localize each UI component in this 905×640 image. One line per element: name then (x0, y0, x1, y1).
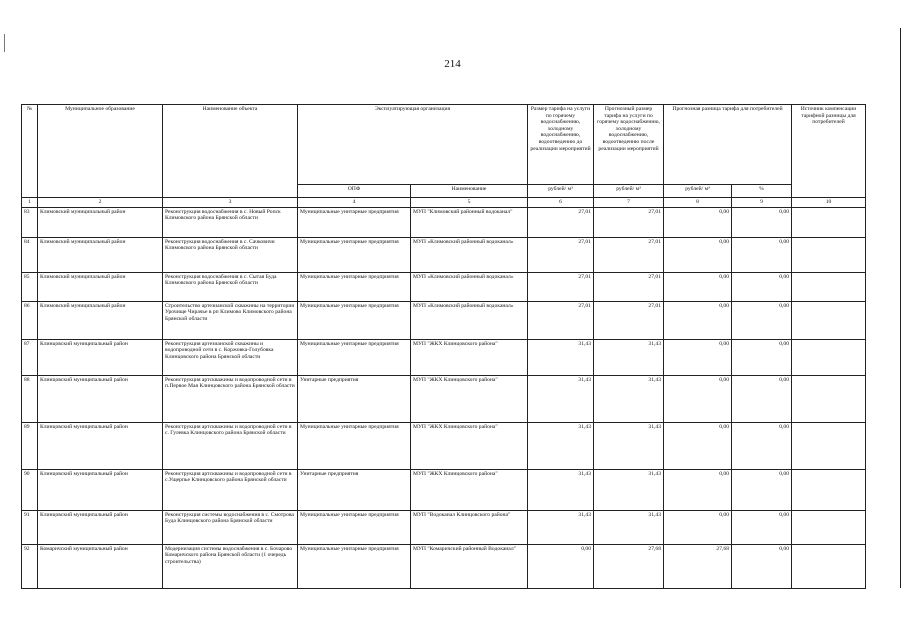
object-cell: Модернизация системы водоснабжения в с. Бочарово Комаричского района Брянской области (1 очередь строительства) (163, 544, 298, 588)
organization-cell: МУП "Комаричский районный Водоканал" (411, 544, 528, 588)
organization-cell: МУП "Климовский районный водоканал" (411, 207, 528, 237)
source-cell (792, 237, 866, 272)
organization-cell: МУП «Климовский районный водоканал» (411, 237, 528, 272)
table-row (22, 207, 866, 237)
row-number: 88 (22, 375, 38, 422)
organization-cell: МУП "Водоканал Клинцовского района" (411, 510, 528, 544)
header-object: Наименование объекта (163, 105, 298, 198)
tariff-before-cell: 0,00 (528, 544, 594, 588)
tariff-table (21, 104, 866, 589)
opf-cell: Муниципальные унитарные предприятия (298, 544, 411, 588)
column-number: 3 (163, 198, 298, 208)
header-operator: Эксплуатирующая организация (298, 105, 528, 185)
page-border-line (900, 28, 901, 588)
tariff-percent-cell: 0,00 (732, 301, 792, 339)
tariff-percent-cell: 0,00 (732, 544, 792, 588)
tariff-diff-cell: 27,68 (664, 544, 732, 588)
municipality-cell: Климовский муниципальный район (38, 272, 163, 301)
tariff-after-cell: 27,01 (594, 272, 664, 301)
municipality-cell: Клинцовский муниципальный район (38, 375, 163, 422)
row-number: 83 (22, 207, 38, 237)
tariff-percent-cell: 0,00 (732, 207, 792, 237)
header-tariff-before: Размер тарифа на услуги по горячему водоснабжению, холодному водоснабжению, водоотведению до реализации мероприятий (528, 105, 594, 185)
table-row (22, 339, 866, 375)
source-cell (792, 510, 866, 544)
column-number-row (22, 198, 866, 208)
municipality-cell: Комаричский муниципальный район (38, 544, 163, 588)
object-cell: Реконструкция артезианской скважины и водопроводной сети в с. Коржовка-Голубовка Клинцовского района Брянской области (163, 339, 298, 375)
tariff-percent-cell: 0,00 (732, 510, 792, 544)
column-number: 6 (528, 198, 594, 208)
tariff-after-cell: 31,43 (594, 510, 664, 544)
page-number: 214 (444, 58, 461, 70)
organization-cell: МУП «Климовский районный водоканал» (411, 272, 528, 301)
table-row (22, 422, 866, 469)
column-number: 2 (38, 198, 163, 208)
opf-cell: Унитарные предприятия (298, 375, 411, 422)
object-cell: Реконструкция водоснабжения в с. Новый Ропск Климовского района Брянской области (163, 207, 298, 237)
source-cell (792, 422, 866, 469)
organization-cell: МУП "ЖКХ Клинцовского района" (411, 339, 528, 375)
unit-after: рублей/ м³ (594, 185, 664, 198)
table-row (22, 375, 866, 422)
tariff-after-cell: 27,01 (594, 207, 664, 237)
opf-cell: Муниципальные унитарные предприятия (298, 510, 411, 544)
tariff-diff-cell: 0,00 (664, 469, 732, 510)
tariff-after-cell: 27,68 (594, 544, 664, 588)
row-number: 92 (22, 544, 38, 588)
opf-cell: Унитарные предприятия (298, 469, 411, 510)
tariff-after-cell: 31,43 (594, 375, 664, 422)
municipality-cell: Климовский муниципальный район (38, 207, 163, 237)
object-cell: Реконструкция артскважины и водопроводной сети в с.Ущерпье Клинцовского района Брянской области (163, 469, 298, 510)
tariff-diff-cell: 0,00 (664, 301, 732, 339)
tariff-after-cell: 31,43 (594, 469, 664, 510)
source-cell (792, 301, 866, 339)
row-number: 84 (22, 237, 38, 272)
column-number: 9 (732, 198, 792, 208)
table-row (22, 510, 866, 544)
tariff-before-cell: 31,43 (528, 510, 594, 544)
object-cell: Реконструкция водоснабжения в с. Сытая Буда Климовского района Брянской области (163, 272, 298, 301)
source-cell (792, 375, 866, 422)
column-number: 10 (792, 198, 866, 208)
object-cell: Реконструкция артскважины и водопроводной сети в с. Гулевка Клинцовского района Брянской области (163, 422, 298, 469)
tariff-percent-cell: 0,00 (732, 272, 792, 301)
table-row (22, 272, 866, 301)
tariff-percent-cell: 0,00 (732, 422, 792, 469)
column-number: 4 (298, 198, 411, 208)
row-number: 85 (22, 272, 38, 301)
source-cell (792, 544, 866, 588)
tariff-diff-cell: 0,00 (664, 272, 732, 301)
municipality-cell: Клинцовский муниципальный район (38, 469, 163, 510)
organization-cell: МУП "ЖКХ Клинцовского района" (411, 375, 528, 422)
column-number: 1 (22, 198, 38, 208)
tariff-before-cell: 31,43 (528, 375, 594, 422)
municipality-cell: Клинцовский муниципальный район (38, 510, 163, 544)
column-number: 8 (664, 198, 732, 208)
tariff-before-cell: 31,43 (528, 339, 594, 375)
header-municipality: Муниципальное образование (38, 105, 163, 198)
tariff-percent-cell: 0,00 (732, 237, 792, 272)
tariff-after-cell: 31,43 (594, 422, 664, 469)
row-number: 91 (22, 510, 38, 544)
organization-cell: МУП "ЖКХ Клинцовского района" (411, 469, 528, 510)
tariff-diff-cell: 0,00 (664, 207, 732, 237)
tariff-percent-cell: 0,00 (732, 375, 792, 422)
scan-edge-mark (4, 34, 5, 52)
tariff-percent-cell: 0,00 (732, 469, 792, 510)
organization-cell: МУП "ЖКХ Клинцовского района" (411, 422, 528, 469)
opf-cell: Муниципальные унитарные предприятия (298, 301, 411, 339)
tariff-after-cell: 27,01 (594, 237, 664, 272)
row-number: 90 (22, 469, 38, 510)
tariff-before-cell: 27,01 (528, 207, 594, 237)
opf-cell: Муниципальные унитарные предприятия (298, 272, 411, 301)
source-cell (792, 207, 866, 237)
organization-cell: МУП «Климовский районный водоканал» (411, 301, 528, 339)
municipality-cell: Клинцовский муниципальный район (38, 422, 163, 469)
table-row (22, 301, 866, 339)
tariff-percent-cell: 0,00 (732, 339, 792, 375)
source-cell (792, 339, 866, 375)
table-row (22, 237, 866, 272)
subheader-opf: ОПФ (298, 185, 411, 198)
table-row (22, 469, 866, 510)
header-no: № (22, 105, 38, 198)
column-number: 5 (411, 198, 528, 208)
header-tariff-diff: Прогнозная разница тарифа для потребителей (664, 105, 792, 185)
municipality-cell: Климовский муниципальный район (38, 237, 163, 272)
municipality-cell: Клинцовский муниципальный район (38, 339, 163, 375)
object-cell: Реконструкция артскважины и водопроводной сети в п.Первое Мая Клинцовского района Брянской области (163, 375, 298, 422)
object-cell: Реконструкция системы водоснабжения в с. Смотрова Буда Клинцовского района Брянской области (163, 510, 298, 544)
tariff-diff-cell: 0,00 (664, 510, 732, 544)
tariff-diff-cell: 0,00 (664, 339, 732, 375)
opf-cell: Муниципальные унитарные предприятия (298, 339, 411, 375)
tariff-after-cell: 27,01 (594, 301, 664, 339)
tariff-before-cell: 27,01 (528, 237, 594, 272)
municipality-cell: Климовский муниципальный район (38, 301, 163, 339)
tariff-diff-cell: 0,00 (664, 422, 732, 469)
opf-cell: Муниципальные унитарные предприятия (298, 422, 411, 469)
tariff-before-cell: 31,43 (528, 422, 594, 469)
tariff-after-cell: 31,43 (594, 339, 664, 375)
header-tariff-after: Прогнозный размер тарифа на услуги по горячему водоснабжению, холодному водоснабжению, водоотведению после реализации мероприятий (594, 105, 664, 185)
tariff-before-cell: 27,01 (528, 272, 594, 301)
opf-cell: Муниципальные унитарные предприятия (298, 237, 411, 272)
unit-before: рублей/ м³ (528, 185, 594, 198)
unit-diff: рублей/ м³ (664, 185, 732, 198)
tariff-before-cell: 31,43 (528, 469, 594, 510)
table-row (22, 544, 866, 588)
subheader-name: Наименование (411, 185, 528, 198)
row-number: 87 (22, 339, 38, 375)
row-number: 89 (22, 422, 38, 469)
source-cell (792, 272, 866, 301)
object-cell: Строительство артезианской скважины на территории Урочище Чирачье в рп Климово Климовского района Брянской области (163, 301, 298, 339)
row-number: 86 (22, 301, 38, 339)
column-number: 7 (594, 198, 664, 208)
unit-percent: % (732, 185, 792, 198)
opf-cell: Муниципальные унитарные предприятия (298, 207, 411, 237)
tariff-diff-cell: 0,00 (664, 375, 732, 422)
object-cell: Реконструкция водоснабжения в с. Сачковичи Климовского района Брянской области (163, 237, 298, 272)
source-cell (792, 469, 866, 510)
header-compensation-source: Источник компенсации тарифной разницы для потребителей (792, 105, 866, 198)
tariff-before-cell: 27,01 (528, 301, 594, 339)
tariff-diff-cell: 0,00 (664, 237, 732, 272)
